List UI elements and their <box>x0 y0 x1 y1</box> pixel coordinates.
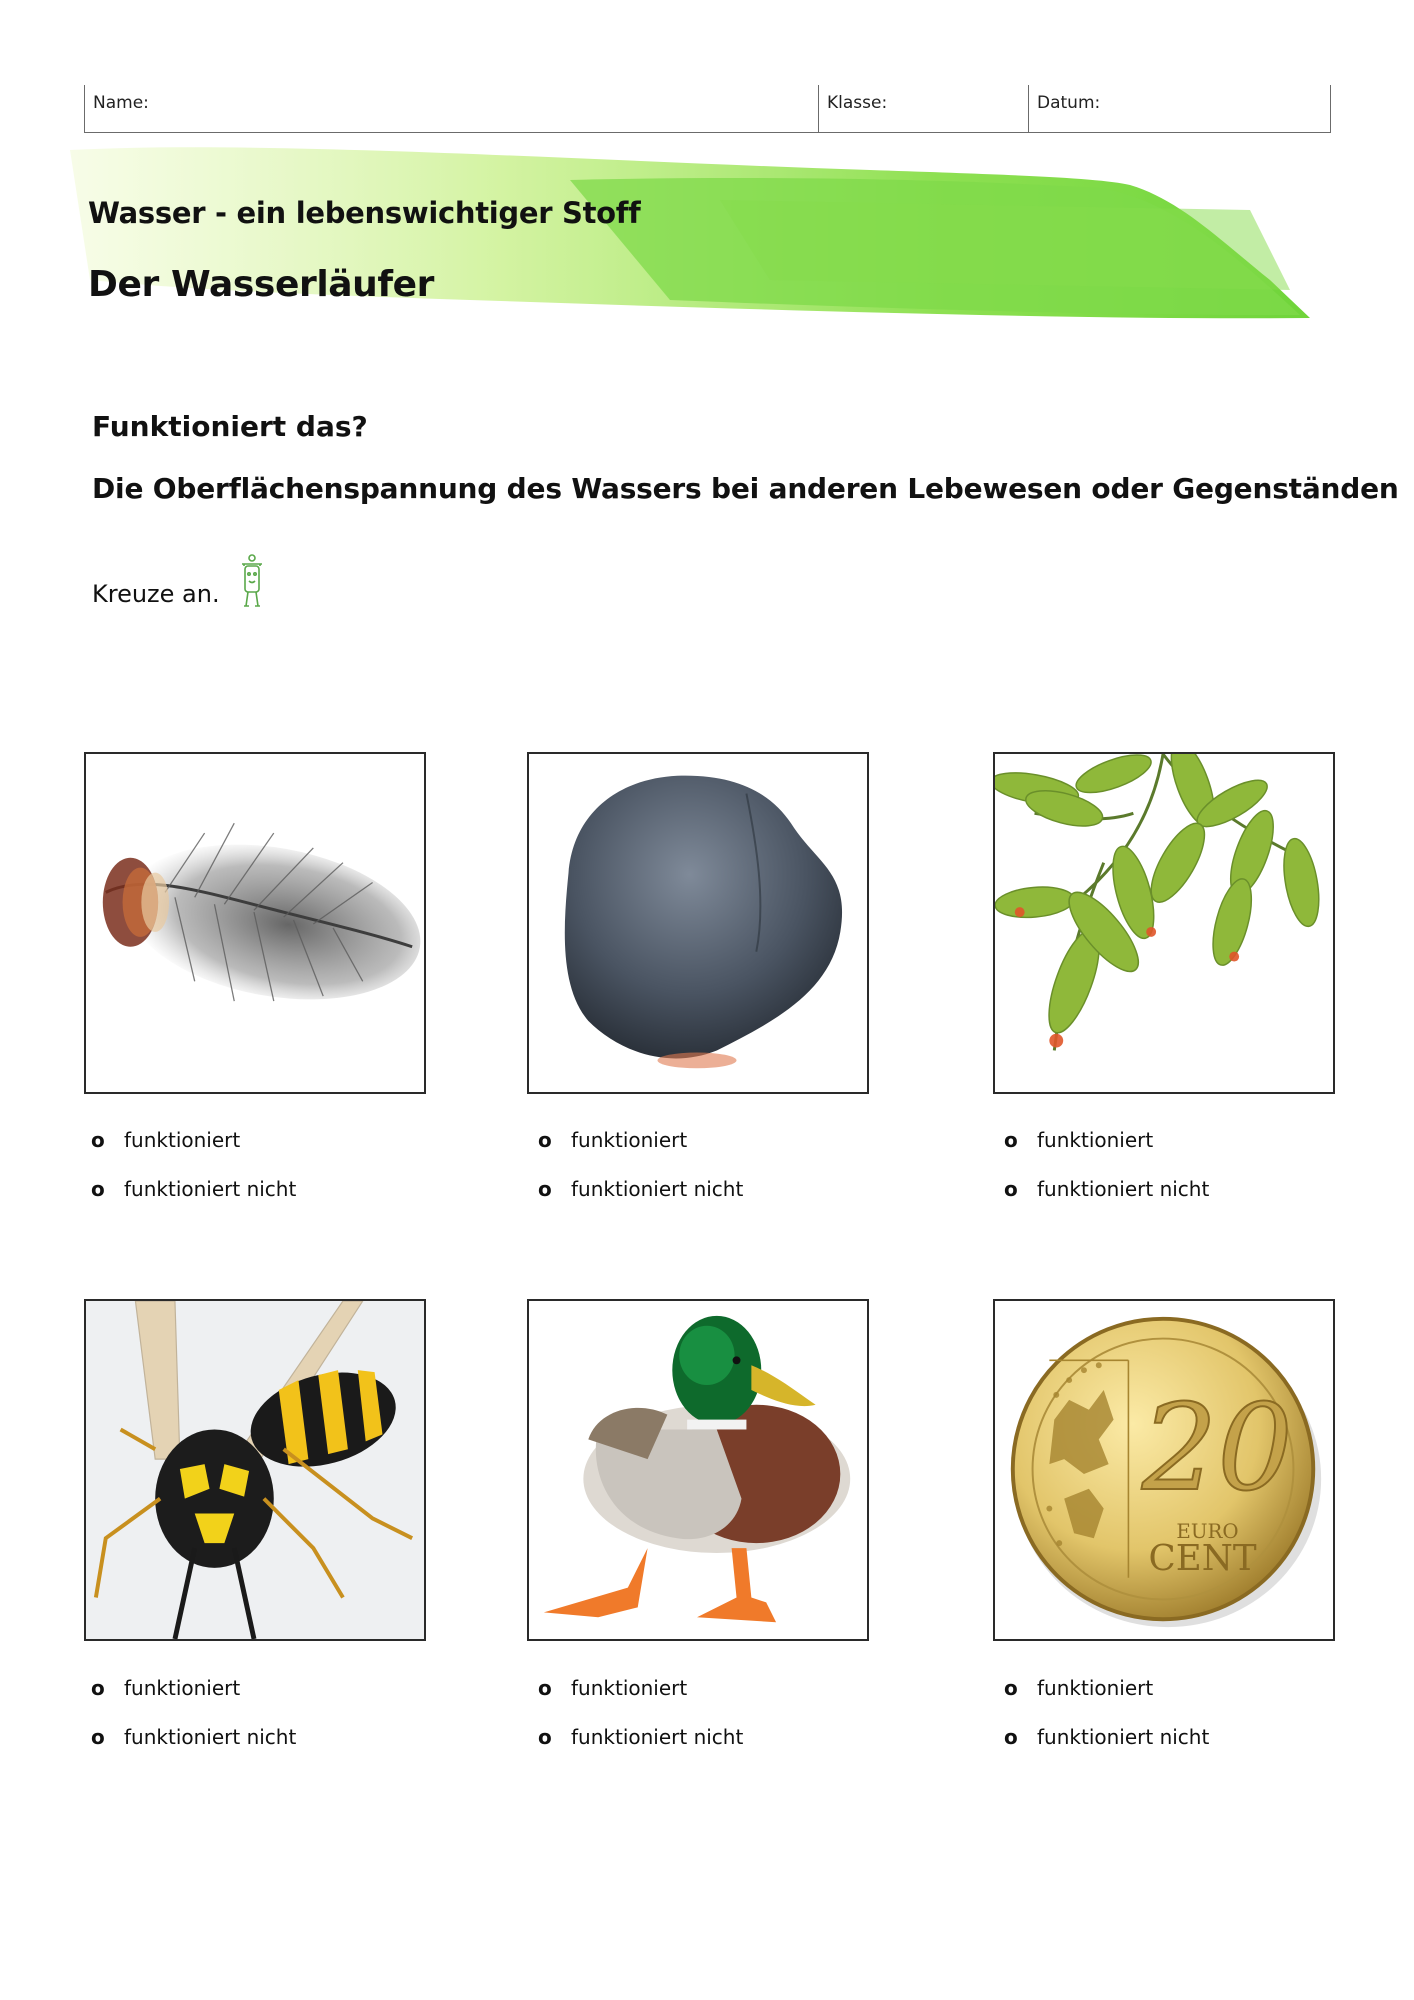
stone-image <box>527 752 869 1094</box>
option-label: funktioniert nicht <box>1037 1725 1210 1749</box>
coin-unit-top: EURO <box>1176 1520 1239 1544</box>
coin-unit-bottom: CENT <box>1148 1537 1257 1579</box>
option-label: funktioniert <box>124 1128 241 1152</box>
checkbox-circle[interactable]: o <box>538 1725 552 1749</box>
checkbox-circle[interactable]: o <box>91 1177 105 1201</box>
option-stone-fails[interactable] <box>538 1177 743 1201</box>
class-label: Klasse: <box>827 93 888 113</box>
option-leaves-works[interactable] <box>1004 1128 1153 1152</box>
option-label: funktioniert nicht <box>1037 1177 1210 1201</box>
option-label: funktioniert <box>1037 1128 1154 1152</box>
option-duck-works[interactable] <box>538 1676 687 1700</box>
option-label: funktioniert nicht <box>571 1725 744 1749</box>
wasp-image <box>84 1299 426 1641</box>
duck-image <box>527 1299 869 1641</box>
leaves-image <box>993 752 1335 1094</box>
option-coin-fails[interactable] <box>1004 1725 1209 1749</box>
checkbox-circle[interactable]: o <box>91 1128 105 1152</box>
option-coin-works[interactable] <box>1004 1676 1153 1700</box>
option-wasp-fails[interactable] <box>91 1725 296 1749</box>
checkbox-circle[interactable]: o <box>1004 1676 1018 1700</box>
option-stone-works[interactable] <box>538 1128 687 1152</box>
option-label: funktioniert <box>571 1676 688 1700</box>
option-leaves-fails[interactable] <box>1004 1177 1209 1201</box>
name-label: Name: <box>93 93 149 113</box>
feather-image <box>84 752 426 1094</box>
option-label: funktioniert nicht <box>571 1177 744 1201</box>
checkbox-circle[interactable]: o <box>538 1128 552 1152</box>
subject-title: Wasser - ein lebenswichtiger Stoff <box>88 196 641 230</box>
option-label: funktioniert nicht <box>124 1725 297 1749</box>
option-wasp-works[interactable] <box>91 1676 240 1700</box>
checkbox-circle[interactable]: o <box>538 1676 552 1700</box>
option-feather-works[interactable] <box>91 1128 240 1152</box>
option-label: funktioniert <box>124 1676 241 1700</box>
checkbox-circle[interactable]: o <box>91 1676 105 1700</box>
name-field[interactable] <box>85 85 818 132</box>
option-duck-fails[interactable] <box>538 1725 743 1749</box>
topic-heading: Die Oberflächenspannung des Wassers bei anderen Lebewesen oder Gegenständen <box>92 472 1399 505</box>
checkbox-circle[interactable]: o <box>1004 1177 1018 1201</box>
class-field[interactable] <box>818 85 1028 132</box>
option-label: funktioniert <box>1037 1676 1154 1700</box>
question-heading: Funktioniert das? <box>92 410 368 443</box>
coin-image <box>993 1299 1335 1641</box>
option-label: funktioniert nicht <box>124 1177 297 1201</box>
checkbox-circle[interactable]: o <box>538 1177 552 1201</box>
coin-value: 20 <box>1141 1378 1293 1517</box>
checkbox-circle[interactable]: o <box>91 1725 105 1749</box>
header-table <box>84 85 1331 133</box>
checkbox-circle[interactable]: o <box>1004 1128 1018 1152</box>
pencil-figure-icon <box>236 552 268 610</box>
main-title: Der Wasserläufer <box>88 264 435 305</box>
instruction-text: Kreuze an. <box>92 580 220 608</box>
date-label: Datum: <box>1037 93 1101 113</box>
checkbox-circle[interactable]: o <box>1004 1725 1018 1749</box>
option-label: funktioniert <box>571 1128 688 1152</box>
option-feather-fails[interactable] <box>91 1177 296 1201</box>
date-field[interactable] <box>1028 85 1330 132</box>
